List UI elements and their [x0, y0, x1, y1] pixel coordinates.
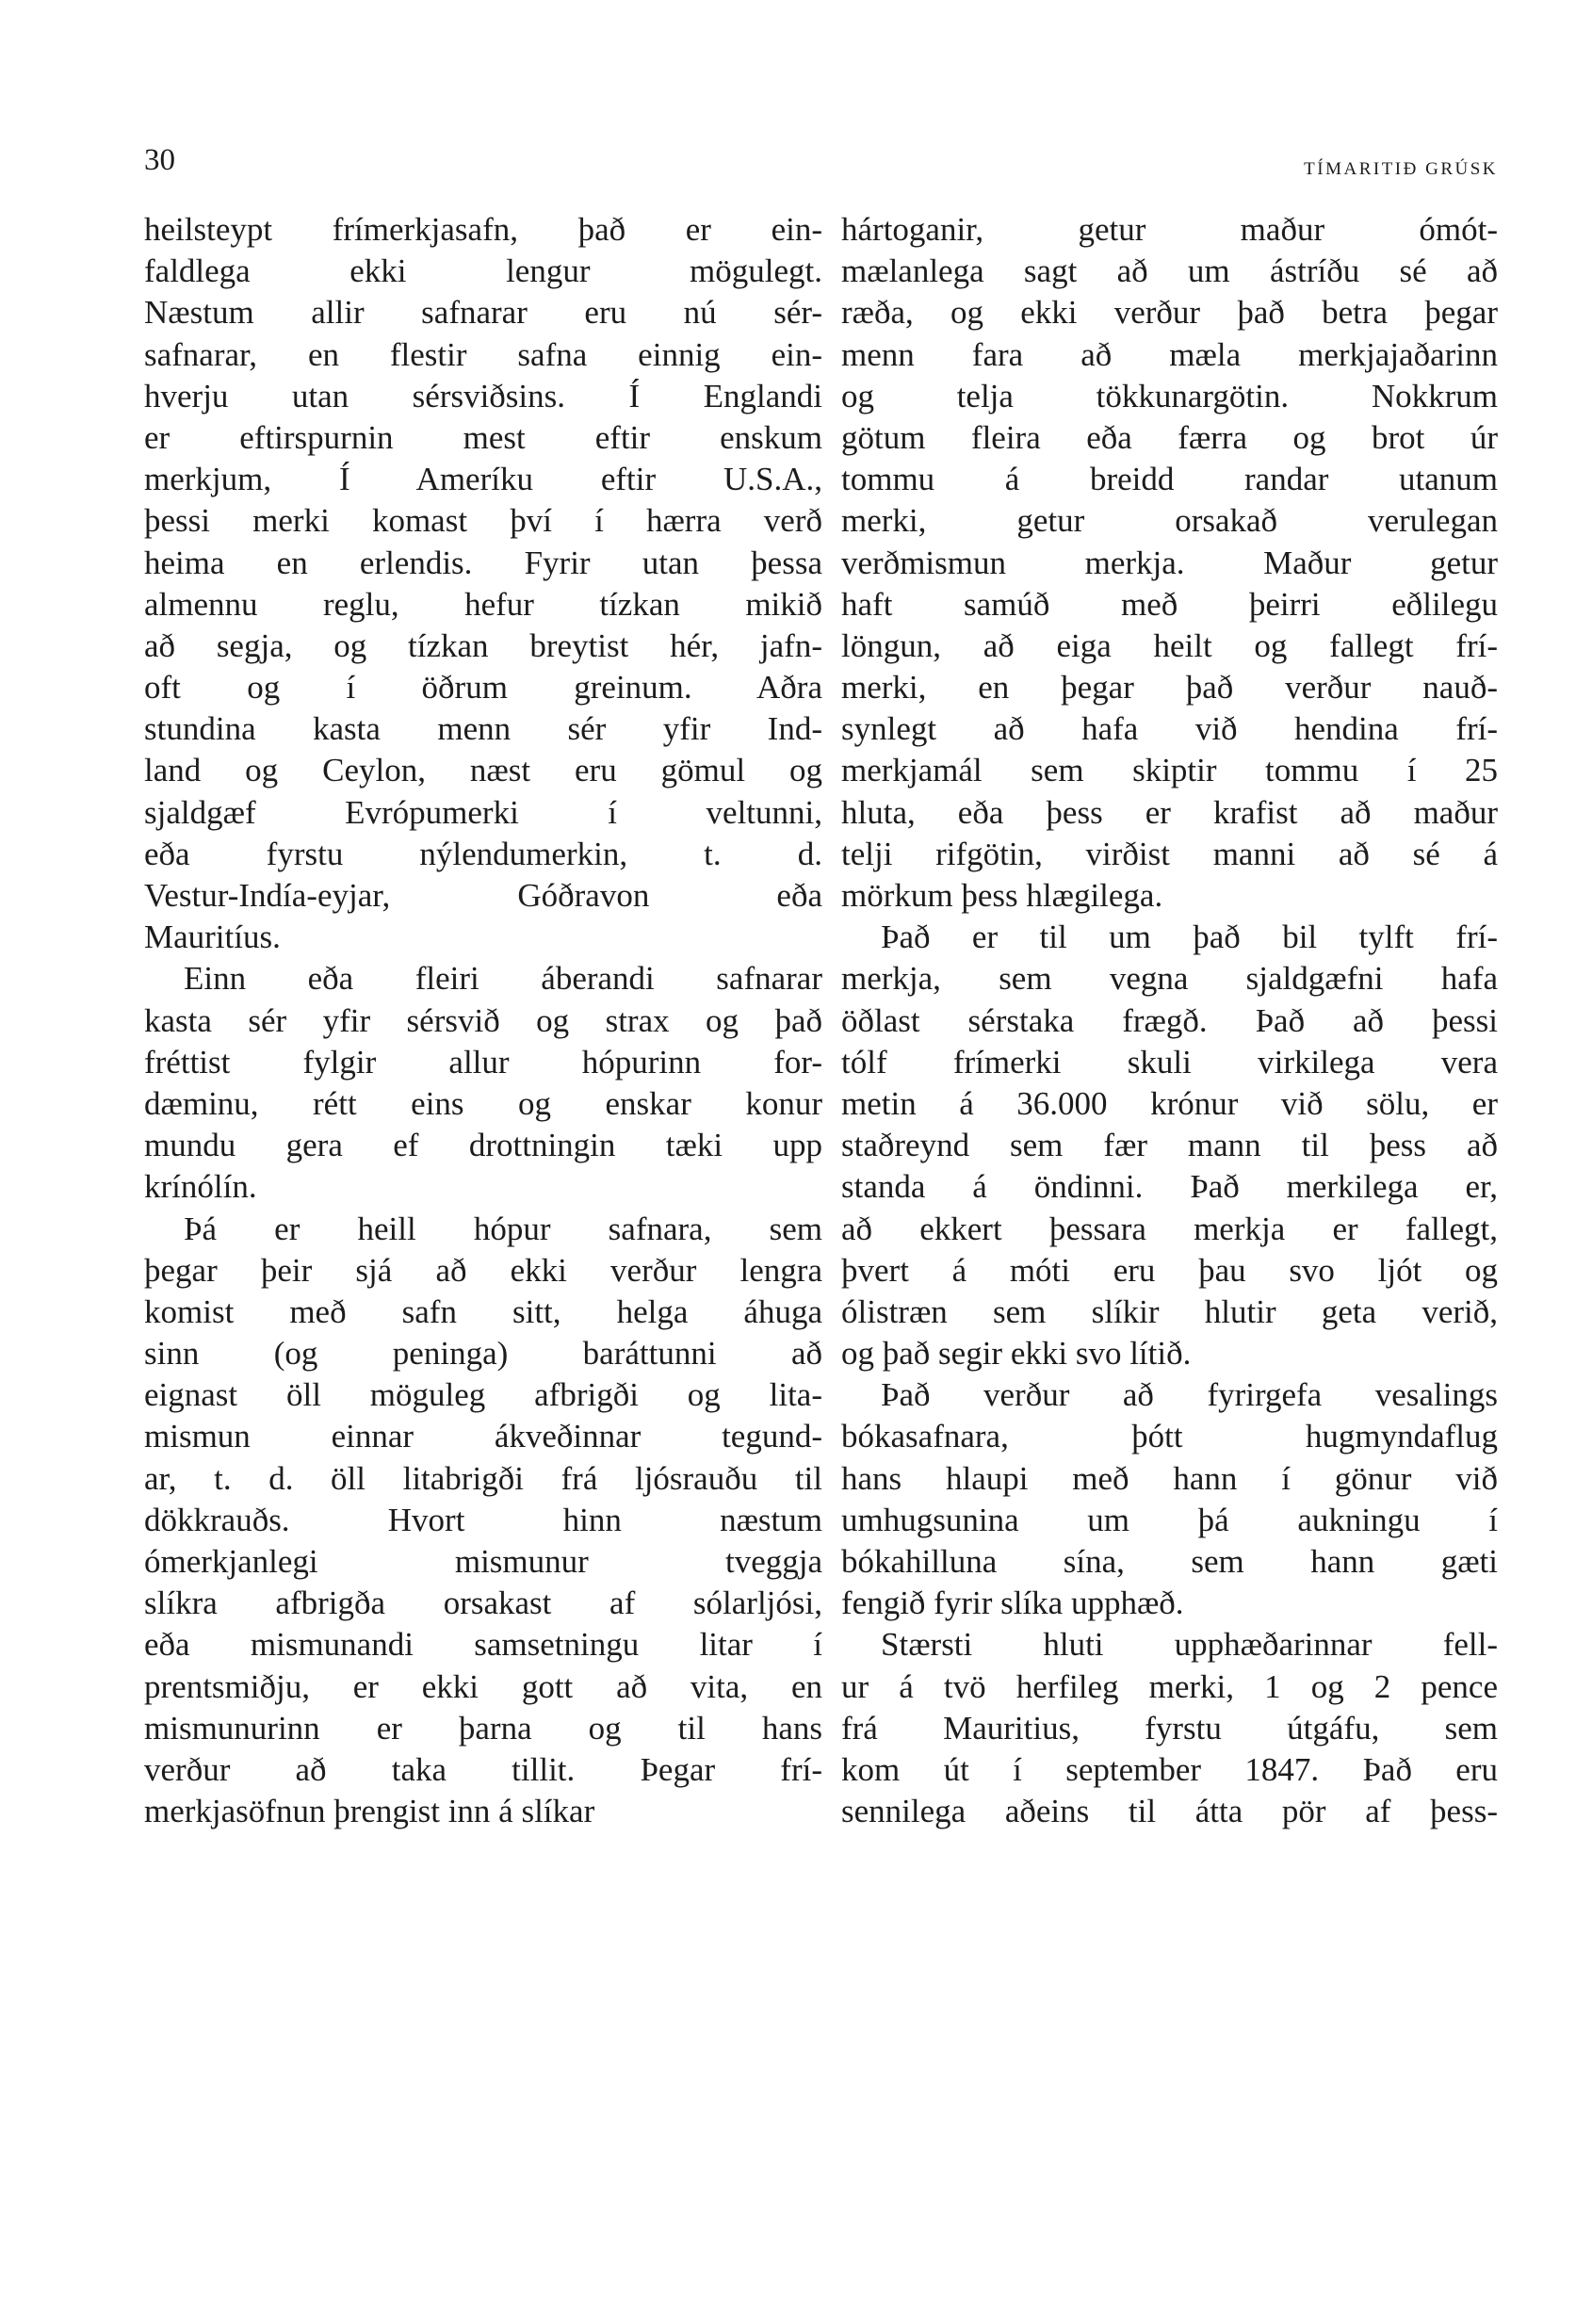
- text-line: merkjum, Í Ameríku eftir U.S.A.,: [144, 461, 822, 498]
- text-line: ómerkjanlegi mismunur tveggja: [144, 1543, 822, 1580]
- text-line: heima en erlendis. Fyrir utan þessa: [144, 544, 822, 581]
- text-line: merkjasöfnun þrengist inn á slíkar: [144, 1793, 595, 1830]
- text-line: menn fara að mæla merkjajaðarinn: [841, 335, 1498, 373]
- text-line: sjaldgæf Evrópumerki í veltunni,: [144, 793, 822, 831]
- text-line: krínólín.: [144, 1168, 257, 1206]
- text-line: Vestur-Indía-eyjar, Góðravon eða: [144, 877, 822, 914]
- text-line: prentsmiðju, er ekki gott að vita, en: [144, 1667, 822, 1705]
- text-line: Það verður að fyrirgefa vesalings: [881, 1376, 1498, 1414]
- text-line: telji rifgötin, virðist manni að sé á: [841, 835, 1498, 872]
- text-line: eða mismunandi samsetningu litar í: [144, 1626, 822, 1664]
- left-column: [144, 209, 822, 1832]
- text-line: Það er til um það bil tylft frí-: [881, 918, 1498, 956]
- text-line: dökkrauðs. Hvort hinn næstum: [144, 1501, 822, 1538]
- text-line: haft samúð með þeirri eðlilegu: [841, 585, 1498, 623]
- text-line: land og Ceylon, næst eru gömul og: [144, 752, 822, 789]
- text-line: merki, en þegar það verður nauð-: [841, 669, 1498, 707]
- text-line: löngun, að eiga heilt og fallegt frí-: [841, 626, 1498, 664]
- text-line: að ekkert þessara merkja er fallegt,: [841, 1210, 1498, 1247]
- text-line: stundina kasta menn sér yfir Ind-: [144, 710, 822, 748]
- text-line: að segja, og tízkan breytist hér, jafn-: [144, 626, 822, 664]
- text-line: Næstum allir safnarar eru nú sér-: [144, 294, 822, 332]
- text-line: sennilega aðeins til átta pör af þess-: [841, 1793, 1498, 1830]
- running-head: TÍMARITIÐ GRÚSK: [1304, 159, 1498, 179]
- text-line: og telja tökkunargötin. Nokkrum: [841, 377, 1498, 414]
- paragraph: [144, 1209, 822, 1833]
- text-line: merkja, sem vegna sjaldgæfni hafa: [841, 960, 1498, 998]
- text-line: hverju utan sérsviðsins. Í Englandi: [144, 377, 822, 414]
- text-line: umhugsunina um þá aukningu í: [841, 1501, 1498, 1538]
- text-line: sinn (og peninga) baráttunni að: [144, 1335, 822, 1373]
- text-line: tólf frímerki skuli virkilega vera: [841, 1043, 1498, 1081]
- text-line: bókasafnara, þótt hugmyndaflug: [841, 1418, 1498, 1455]
- text-line: ólistræn sem slíkir hlutir geta verið,: [841, 1292, 1498, 1330]
- text-line: verður að taka tillit. Þegar frí-: [144, 1750, 822, 1788]
- text-line: fréttist fylgir allur hópurinn for-: [144, 1043, 822, 1081]
- text-line: heilsteypt frímerkjasafn, það er ein-: [144, 211, 822, 248]
- text-line: merki, getur orsakað verulegan: [841, 502, 1498, 540]
- text-line: mundu gera ef drottningin tæki upp: [144, 1127, 822, 1164]
- text-line: merkjamál sem skiptir tommu í 25: [841, 752, 1498, 789]
- paragraph: [841, 1374, 1498, 1624]
- text-line: kasta sér yfir sérsvið og strax og það: [144, 1001, 822, 1039]
- text-line: eða fyrstu nýlendumerkin, t. d.: [144, 835, 822, 872]
- text-line: tommu á breidd randar utanum: [841, 461, 1498, 498]
- text-line: slíkra afbrigða orsakast af sólarljósi,: [144, 1585, 822, 1622]
- text-line: verðmismun merkja. Maður getur: [841, 544, 1498, 581]
- text-line: þessi merki komast því í hærra verð: [144, 502, 822, 540]
- text-line: fengið fyrir slíka upphæð.: [841, 1585, 1184, 1622]
- text-line: Stærsti hluti upphæðarinnar fell-: [881, 1626, 1498, 1664]
- paragraph: [841, 1624, 1498, 1832]
- text-line: þegar þeir sjá að ekki verður lengra: [144, 1251, 822, 1289]
- text-line: eignast öll möguleg afbrigði og lita-: [144, 1376, 822, 1414]
- text-line: götum fleira eða færra og brot úr: [841, 418, 1498, 456]
- text-line: mælanlega sagt að um ástríðu sé að: [841, 252, 1498, 290]
- text-line: dæminu, rétt eins og enskar konur: [144, 1084, 822, 1122]
- text-line: standa á öndinni. Það merkilega er,: [841, 1168, 1498, 1206]
- paragraph: [841, 209, 1498, 917]
- text-line: mismun einnar ákveðinnar tegund-: [144, 1418, 822, 1455]
- text-line: er eftirspurnin mest eftir enskum: [144, 418, 822, 456]
- right-column: [841, 209, 1498, 1832]
- text-line: Einn eða fleiri áberandi safnarar: [184, 960, 822, 998]
- text-line: hluta, eða þess er krafist að maður: [841, 793, 1498, 831]
- text-line: faldlega ekki lengur mögulegt.: [144, 252, 822, 290]
- page-number: 30: [144, 143, 175, 177]
- paragraph: [144, 958, 822, 1208]
- text-line: staðreynd sem fær mann til þess að: [841, 1127, 1498, 1164]
- text-line: hans hlaupi með hann í gönur við: [841, 1459, 1498, 1497]
- paragraph: [841, 917, 1498, 1374]
- paragraph: [144, 209, 822, 958]
- text-line: almennu reglu, hefur tízkan mikið: [144, 585, 822, 623]
- text-line: mismunurinn er þarna og til hans: [144, 1709, 822, 1747]
- text-line: Þá er heill hópur safnara, sem: [184, 1210, 822, 1247]
- text-line: ur á tvö herfileg merki, 1 og 2 pence: [841, 1667, 1498, 1705]
- text-line: safnarar, en flestir safna einnig ein-: [144, 335, 822, 373]
- text-line: og það segir ekki svo lítið.: [841, 1335, 1192, 1373]
- text-line: ræða, og ekki verður það betra þegar: [841, 294, 1498, 332]
- text-line: hártoganir, getur maður ómót-: [841, 211, 1498, 248]
- text-line: kom út í september 1847. Það eru: [841, 1750, 1498, 1788]
- text-line: öðlast sérstaka frægð. Það að þessi: [841, 1001, 1498, 1039]
- text-line: Mauritíus.: [144, 918, 281, 956]
- text-line: oft og í öðrum greinum. Aðra: [144, 669, 822, 707]
- text-line: synlegt að hafa við hendina frí-: [841, 710, 1498, 748]
- text-line: komist með safn sitt, helga áhuga: [144, 1292, 822, 1330]
- text-line: bókahilluna sína, sem hann gæti: [841, 1543, 1498, 1580]
- text-line: þvert á móti eru þau svo ljót og: [841, 1251, 1498, 1289]
- text-line: ar, t. d. öll litabrigði frá ljósrauðu til: [144, 1459, 822, 1497]
- text-line: metin á 36.000 krónur við sölu, er: [841, 1084, 1498, 1122]
- text-line: frá Mauritius, fyrstu útgáfu, sem: [841, 1709, 1498, 1747]
- text-line: mörkum þess hlægilega.: [841, 877, 1163, 914]
